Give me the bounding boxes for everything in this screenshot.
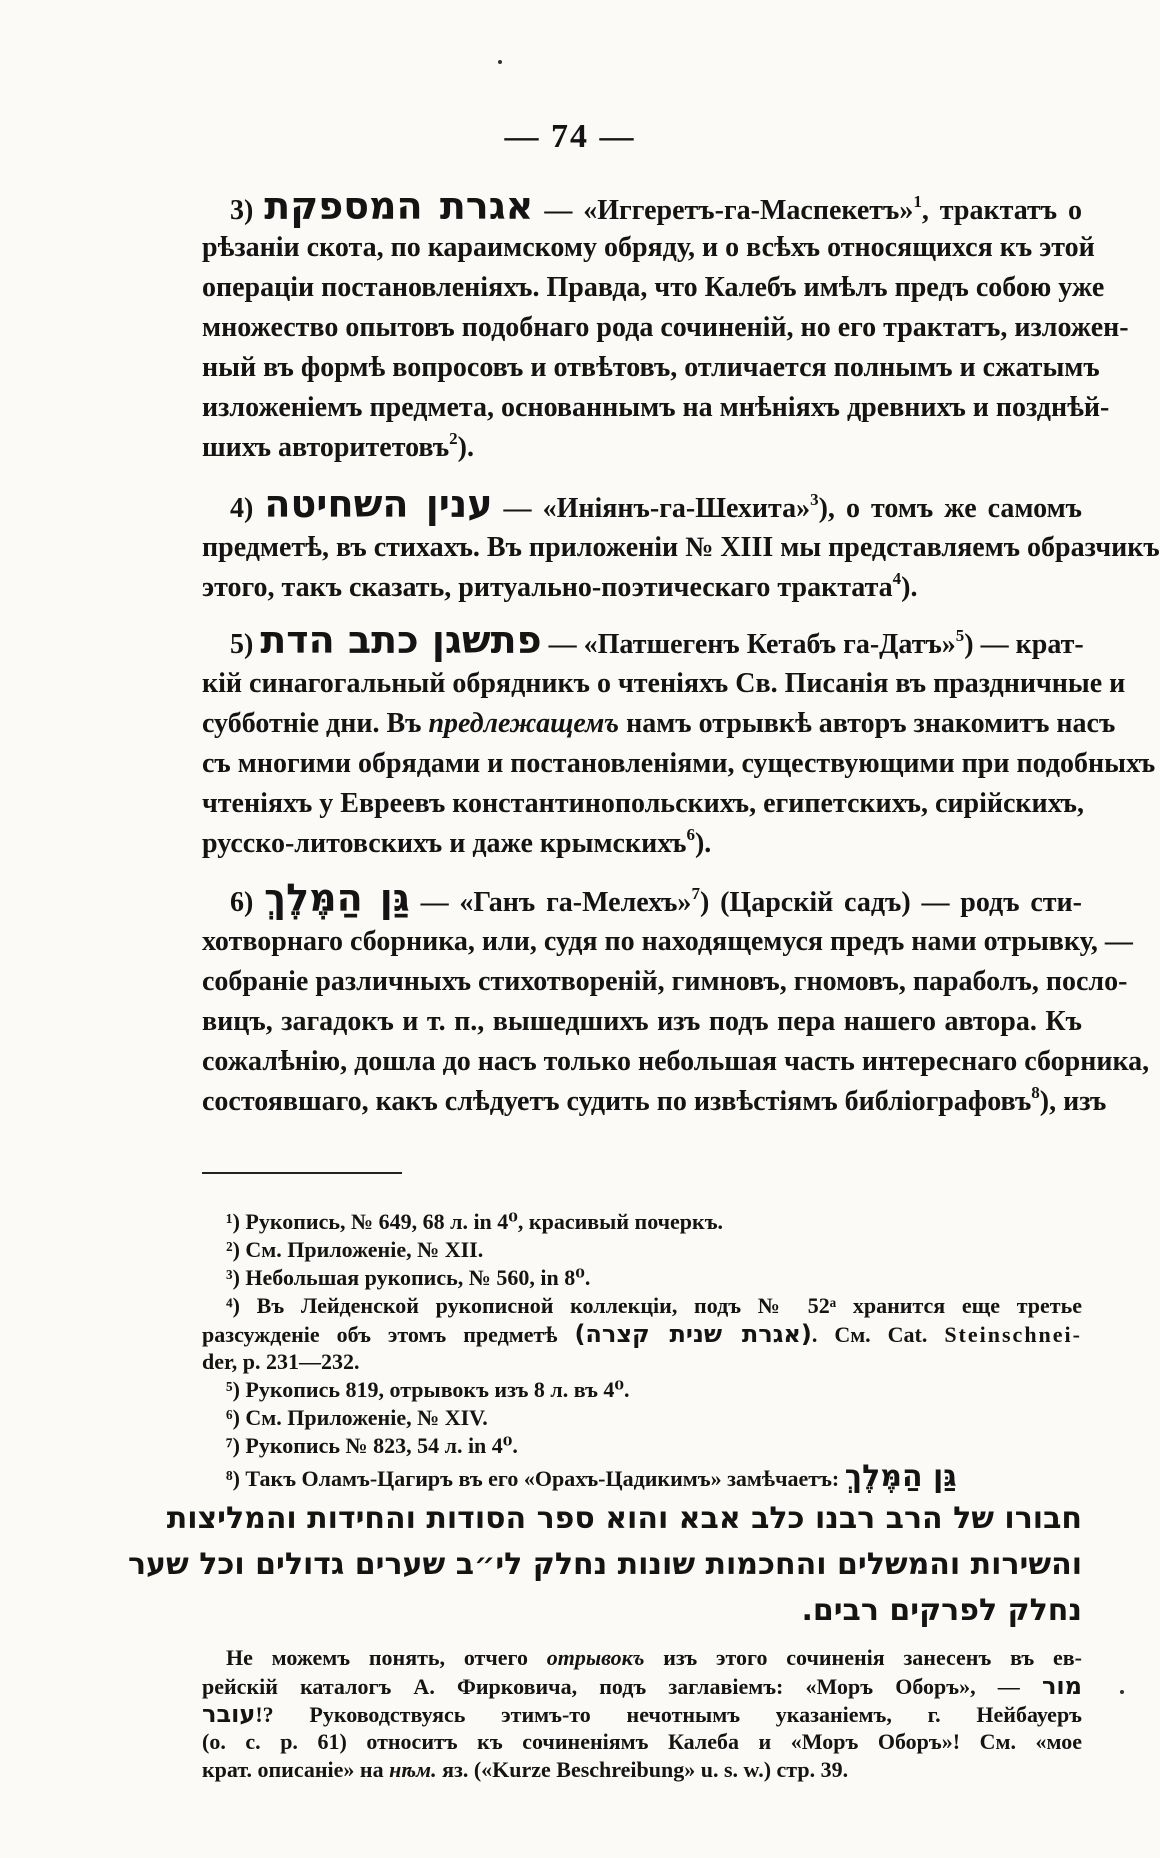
transliterated-title: — «Патшегенъ Кетабъ га-Датъ» [548, 629, 956, 660]
text-run: ). [457, 432, 474, 463]
footnote-4-line [202, 1320, 1082, 1348]
paragraph-line [202, 704, 1116, 744]
page-number: — 74 — [504, 118, 636, 155]
footnote-divider [202, 1172, 402, 1174]
paragraph-line: ный въ формѣ вопросовъ и отвѣтовъ, отличается полнымъ и сжатымъ [202, 352, 1100, 383]
text-run: русско-литовскихъ и даже крымскихъ [202, 828, 687, 859]
footnote-mark: ⁸) [226, 1466, 240, 1491]
hebrew-quote-line: חבורו של הרב רבנו כלב אבא והוא ספר הסודות והחידות והמליצות [166, 1501, 1082, 1536]
transliterated-title: — «Ганъ га-Мелехъ» [420, 887, 692, 918]
closing-note-line [226, 1644, 1082, 1672]
footnote-4 [226, 1292, 1082, 1320]
closing-note-line [202, 1700, 1082, 1728]
footnote-4-line: der, p. 231—232. [202, 1349, 360, 1374]
paragraph-line [202, 428, 1082, 468]
footnote-text: Рукопись № 823, 54 л. in 4⁰. [245, 1433, 518, 1458]
text-run: ). [901, 572, 918, 603]
section-4-heading [230, 484, 1082, 524]
footnote-text: . См. Cat. [811, 1322, 928, 1347]
hebrew-title: גַּן הַמֶּלֶךְ [264, 876, 410, 920]
paragraph-line [202, 568, 1082, 608]
paragraph-line: предметѣ, въ стихахъ. Въ приложеніи № XIII мы представляемъ образчикъ [202, 532, 1160, 563]
paragraph-line: множество опытовъ подобнаго рода сочиненій, но его трактатъ, изложен- [202, 312, 1129, 343]
section-5-heading [230, 620, 1082, 660]
paragraph-line: собраніе различныхъ стихотвореній, гимновъ, гномовъ, параболъ, посло- [202, 966, 1128, 997]
hebrew-text: מור [1041, 1672, 1082, 1700]
text-run: ), изъ [1039, 1086, 1107, 1117]
footnote-text: рейскій каталогъ А. Фирковича, подъ заглавіемъ: «Моръ Оборъ», — [202, 1674, 1020, 1699]
hebrew-quote-line: והשירות והמשלים והחכמות שונות נחלק לי״ב שערים גדולים וכל שער [128, 1547, 1082, 1582]
hebrew-title: פתשגן כתב הדת [260, 618, 542, 662]
footnote-text: См. Приложеніе, № XII. [245, 1237, 484, 1262]
footnote-text: Рукопись, № 649, 68 л. in 4⁰, красивый почеркъ. [245, 1209, 724, 1234]
footnote-ref: 6 [686, 825, 695, 844]
text-run: состоявшаго, какъ слѣдуетъ судить по извѣстіямъ библіографовъ [202, 1086, 1032, 1117]
paragraph-line: рѣзаніи скота, по караимскому обряду, и о всѣхъ относящихся къ этой [202, 232, 1095, 263]
paragraph-line: съ многими обрядами и постановленіями, существующими при подобныхъ [202, 748, 1156, 779]
section-number: 4) [230, 493, 254, 524]
footnote-ref: 4 [892, 569, 902, 588]
paragraph-line [202, 1082, 1107, 1122]
text-run: шихъ авторитетовъ [202, 432, 450, 463]
text-run: ), о томъ же самомъ [818, 493, 1082, 524]
footnote-mark: ⁴) [226, 1293, 240, 1318]
hebrew-title: אגרת המספקת [264, 184, 534, 228]
footnote-text: Не можемъ понять, отчего [226, 1645, 528, 1670]
text-run: намъ отрывкѣ авторъ знакомитъ насъ [626, 708, 1116, 739]
hebrew-text: (אגרת שנית קצרה) [574, 1320, 812, 1348]
text-run: ) (Царскій садъ) — родъ сти- [699, 887, 1083, 918]
text-run: ). [694, 828, 712, 859]
transliterated-title: — «Иніянъ-га-Шехита» [503, 493, 811, 524]
section-6-heading [230, 878, 1082, 918]
paragraph-line: чтеніяхъ у Евреевъ константинопольскихъ, египетскихъ, сирійскихъ, [202, 788, 1084, 819]
text-run: субботніе дни. Въ [202, 708, 422, 739]
closing-note-line: (о. с. р. 61) относитъ къ сочиненіямъ Калеба и «Моръ Оборъ»! См. «мое [202, 1729, 1082, 1754]
footnote-text: яз. («Kurze Beschreibung» u. s. w.) стр. 39. [442, 1757, 849, 1782]
transliterated-title: — «Иггеретъ-га-Маспекетъ» [544, 195, 914, 226]
text-run: , трактатъ о [921, 195, 1083, 226]
footnote-8 [226, 1460, 1082, 1494]
footnote-ref: 7 [691, 884, 700, 903]
hebrew-text: גַּן הַמֶּלֶךְ [844, 1459, 957, 1494]
footnote-text: изъ этого сочиненія занесенъ въ ев- [663, 1645, 1083, 1670]
footnote-ref: 8 [1031, 1083, 1040, 1102]
closing-note-line [202, 1756, 1082, 1784]
footnote-ref: 3 [810, 490, 819, 509]
footnote-1 [226, 1208, 1082, 1236]
footnote-7 [226, 1432, 1082, 1460]
footnote-mark: ⁶) [226, 1405, 240, 1430]
print-speck [498, 60, 502, 64]
hebrew-title: ענין השחיטה [264, 482, 493, 526]
text-run: ) — крат- [964, 629, 1084, 660]
paragraph-line: операціи постановленіяхъ. Правда, что Калебъ имѣлъ предъ собою уже [202, 272, 1105, 303]
footnote-mark: ³) [226, 1265, 240, 1290]
section-number: 6) [230, 887, 254, 918]
footnote-text: Рукопись 819, отрывокъ изъ 8 л. въ 4⁰. [245, 1377, 630, 1402]
footnote-text: См. Приложеніе, № XIV. [245, 1405, 488, 1430]
text-run: этого, такъ сказать, ритуально-поэтическаго трактата [202, 572, 893, 603]
italic-text: предлежащемъ [428, 708, 620, 739]
footnote-text: Steinschnei- [944, 1322, 1082, 1347]
paragraph-line [202, 824, 1082, 864]
paragraph-line: хотворнаго сборника, или, судя по находящемуся предъ нами отрывку, — [202, 926, 1133, 957]
footnote-text: Въ Лейденской рукописной коллекціи, подъ № 52ᵃ хранится еще третье [256, 1293, 1083, 1318]
footnote-ref: 5 [955, 626, 965, 645]
hebrew-text: עובר [202, 1700, 256, 1728]
footnote-text: крат. описаніе» на [202, 1757, 384, 1782]
paragraph-line: изложеніемъ предмета, основаннымъ на мнѣніяхъ древнихъ и позднѣй- [202, 392, 1110, 423]
footnote-3 [226, 1264, 1082, 1292]
footnote-mark: ⁷) [226, 1433, 240, 1458]
footnote-text: Такъ Оламъ-Цагиръ въ его «Орахъ-Цадикимъ» замѣчаетъ: [245, 1466, 840, 1491]
section-number: 3) [230, 195, 254, 226]
paragraph-line: сожалѣнію, дошла до насъ только небольшая часть интереснаго сборника, [202, 1046, 1150, 1077]
footnote-text: !? Руководствуясь этимъ-то нечотнымъ указаніемъ, г. Нейбауеръ [255, 1702, 1082, 1727]
footnote-5 [226, 1376, 1082, 1404]
footnote-text: Небольшая рукопись, № 560, in 8⁰. [245, 1265, 591, 1290]
footnote-6 [226, 1404, 1082, 1432]
paragraph-line: вицъ, загадокъ и т. п., вышедшихъ изъ подъ пера нашего автора. Къ [202, 1006, 1082, 1037]
footnote-mark: ²) [226, 1237, 240, 1262]
closing-note-line [202, 1672, 1082, 1700]
footnote-2 [226, 1236, 1082, 1264]
print-speck [1120, 1690, 1124, 1694]
hebrew-quote-line: נחלק לפרקים רבים. [801, 1593, 1082, 1628]
section-3-heading [230, 186, 1082, 226]
section-number: 5) [230, 629, 254, 660]
footnote-ref: 2 [449, 429, 458, 448]
footnote-mark: ⁵) [226, 1377, 240, 1402]
footnote-mark: ¹) [226, 1209, 240, 1234]
footnote-ref: 1 [913, 192, 922, 211]
italic-text: отрывокъ [546, 1645, 645, 1670]
italic-text: нѣм. [389, 1757, 437, 1782]
footnote-text: разсужденіе объ этомъ предметѣ [202, 1322, 558, 1347]
paragraph-line: кій синагогальный обрядникъ о чтеніяхъ Св. Писанія въ праздничные и [202, 668, 1126, 699]
